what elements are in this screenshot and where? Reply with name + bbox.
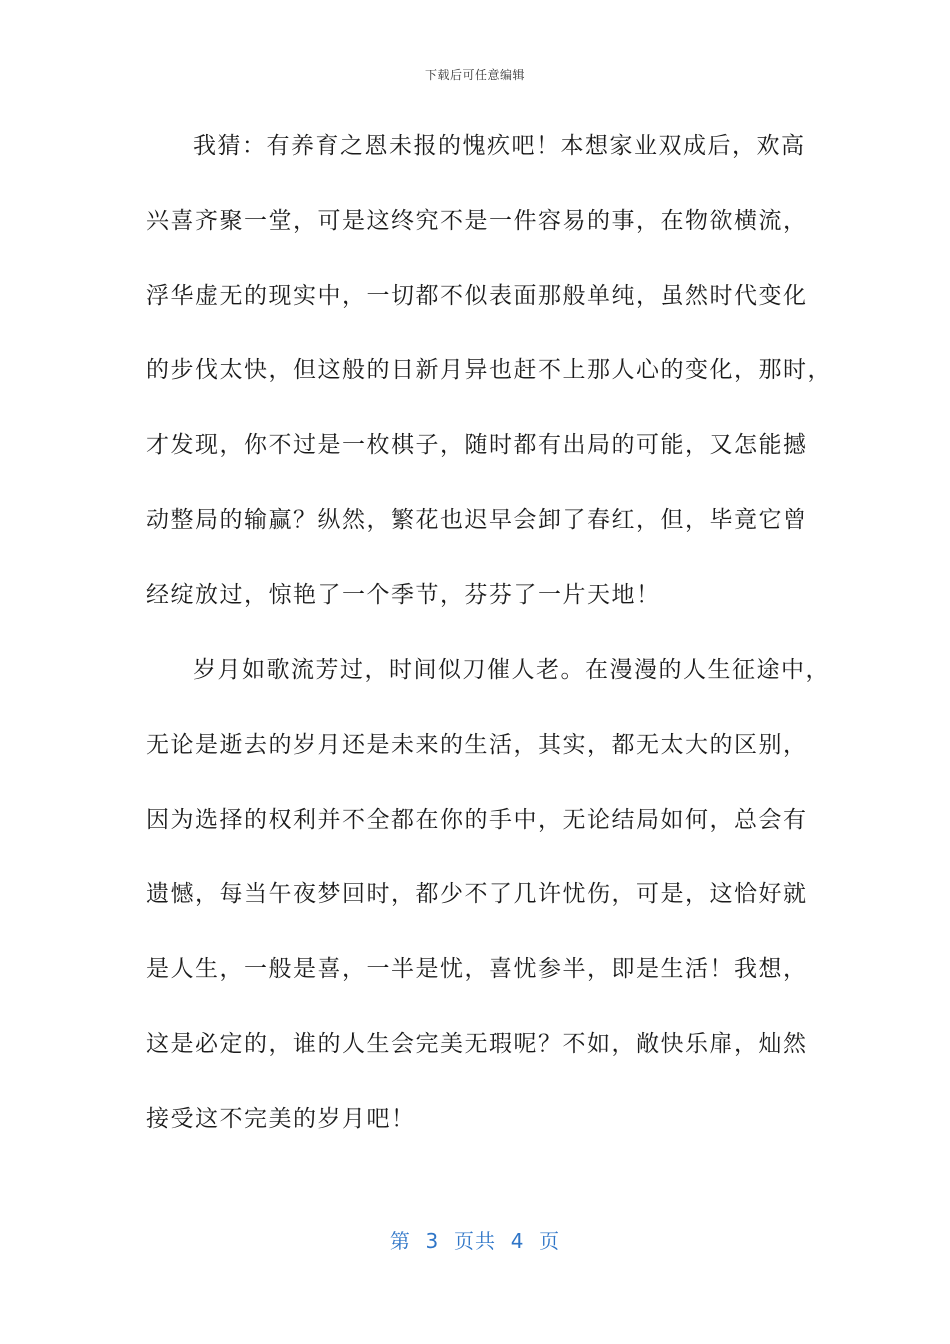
paragraph-line: 才发现，你不过是一枚棋子，随时都有出局的可能，又怎能撼: [146, 432, 808, 458]
paragraph-line: 的步伐太快，但这般的日新月异也赶不上那人心的变化，那时，: [146, 357, 832, 383]
paragraph-line: 我猜：有养育之恩未报的愧疚吧！本想家业双成后，欢高: [193, 133, 806, 159]
paragraph-line: 经绽放过，惊艳了一个季节，芬芬了一片天地！: [146, 582, 661, 608]
paragraph-line: 这是必定的，谁的人生会完美无瑕呢？不如，敞快乐扉，灿然: [146, 1031, 808, 1057]
paragraph-line: 浮华虚无的现实中，一切都不似表面那般单纯，虽然时代变化: [146, 283, 808, 309]
paragraph-line: 动整局的输赢？纵然，繁花也迟早会卸了春红，但，毕竟它曾: [146, 507, 808, 533]
paragraph-line: 因为选择的权利并不全都在你的手中，无论结局如何，总会有: [146, 807, 808, 833]
paragraph-line: 遗憾，每当午夜梦回时，都少不了几许忧伤，可是，这恰好就: [146, 881, 808, 907]
paragraph-line: 岁月如歌流芳过，时间似刀催人老。在漫漫的人生征途中，: [193, 657, 830, 683]
paragraph-line: 无论是逝去的岁月还是未来的生活，其实，都无太大的区别，: [146, 732, 808, 758]
page-number-footer: 第 3 页共 4 页: [389, 1229, 561, 1253]
paragraph-line: 接受这不完美的岁月吧！: [146, 1106, 416, 1132]
paragraph-line: 兴喜齐聚一堂，可是这终究不是一件容易的事，在物欲横流，: [146, 208, 808, 234]
header-note: 下载后可任意编辑: [424, 68, 525, 82]
paragraph-line: 是人生，一般是喜，一半是忧，喜忧参半，即是生活！我想，: [146, 956, 808, 982]
